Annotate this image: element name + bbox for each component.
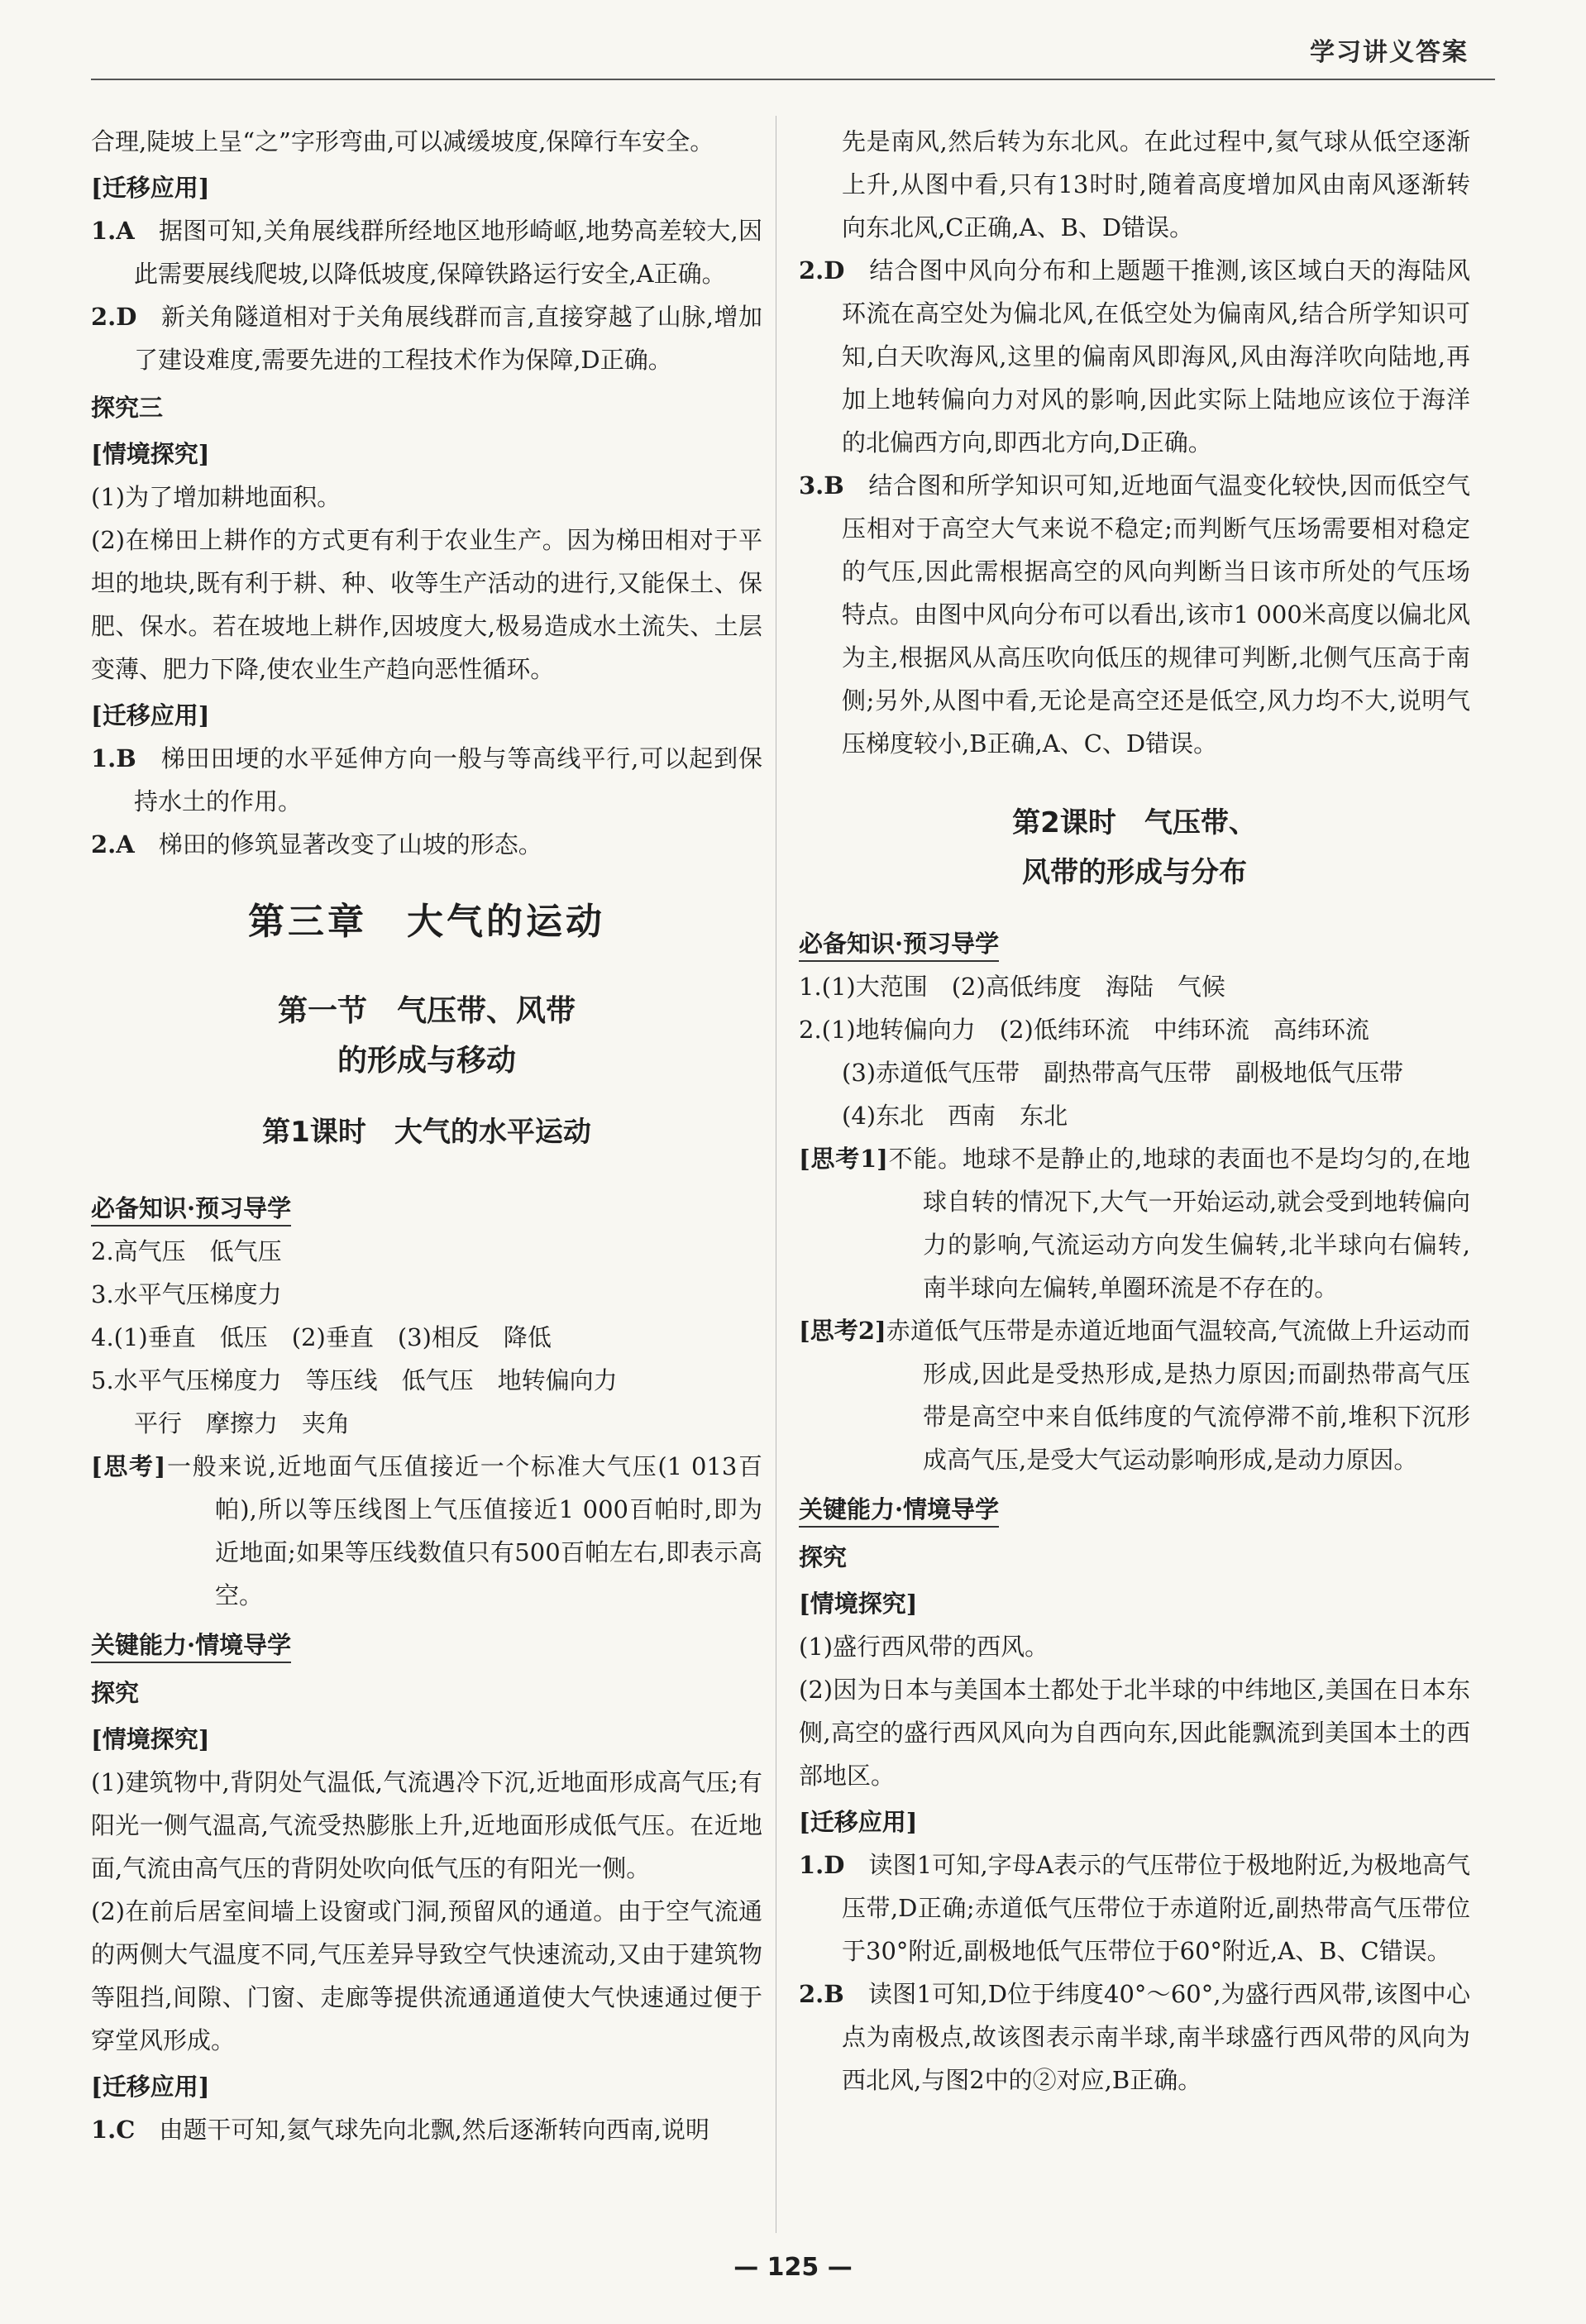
- continued-text: 平行 摩擦力 夹角: [134, 1409, 351, 1437]
- subsection-tag: [情境探究]: [799, 1590, 918, 1618]
- answer-item: [91, 737, 762, 823]
- answer-item: [91, 823, 762, 866]
- subsection-heading: 探究三: [91, 394, 164, 422]
- answer-label: 1.A: [91, 217, 135, 245]
- think-label: [思考]: [91, 1452, 166, 1480]
- answer-item: [91, 295, 762, 381]
- body-text: 5.水平气压梯度力 等压线 低气压 地转偏向力: [91, 1366, 618, 1394]
- continued-text: 先是南风,然后转为东北风。在此过程中,氦气球从低空逐渐上升,从图中看,只有13时时,随着高度增加风由南风逐渐转向东北风,C正确,A、B、D错误。: [842, 127, 1470, 241]
- answer-text: 读图1可知,D位于纬度40°～60°,为盛行西风带,该图中心点为南极点,故该图表示南半球,南半球盛行西风带的风向为西北风,与图2中的②对应,B正确。: [842, 1980, 1470, 2094]
- answer-label: 2.D: [799, 256, 845, 285]
- think-label: [思考2]: [799, 1317, 886, 1345]
- subsection-tag: [迁移应用]: [91, 2073, 210, 2101]
- answer-label: 1.C: [91, 2116, 136, 2144]
- continued-text: (4)东北 西南 东北: [842, 1102, 1068, 1130]
- think-text: 一般来说,近地面气压值接近一个标准大气压(1 013百帕),所以等压线图上气压值接近1 000百帕时,即为近地面;如果等压线数值只有500百帕左右,即表示高空。: [165, 1452, 762, 1609]
- section-marker: 关键能力·情境导学: [799, 1493, 999, 1528]
- think-text: 赤道低气压带是赤道近地面气温较高,气流做上升运动而形成,因此是受热形成,是热力原因;而副热带高气压带是高空中来自低纬度的气流停滞不前,堆积下沉形成高气压,是受大气运动影响形成,是动力原因。: [886, 1317, 1470, 1474]
- subsection-tag: [情境探究]: [91, 440, 210, 468]
- answer-text: 由题干可知,氦气球先向北飘,然后逐渐转向西南,说明: [159, 2116, 710, 2144]
- section-marker: 必备知识·预习导学: [799, 927, 999, 962]
- answer-label: 3.B: [799, 471, 844, 500]
- subsection-tag: [迁移应用]: [91, 174, 210, 202]
- answer-label: 1.D: [799, 1851, 845, 1879]
- page-header-title: 学习讲义答案: [1310, 38, 1469, 67]
- lesson-title-line: 第2课时 气压带、: [1012, 806, 1257, 839]
- answer-label: 2.D: [91, 303, 137, 331]
- subsection-tag: [情境探究]: [91, 1725, 210, 1753]
- chapter-title: 第三章 大气的运动: [248, 901, 605, 943]
- answer-text: 结合图和所学知识可知,近地面气温变化较快,因而低空气压相对于高空大气来说不稳定;而判断气压场需要相对稳定的气压,因此需根据高空的风向判断当日该市所处的气压场特点。由图中风向分布可以看出,该市1 000米高度以偏北风为主,根据风从高压吹向低压的规律可判断,北侧气压高于南侧;另外,从图中看,无论是高空还是低空,风力均不大,说明气压梯度较小,B正确,A、C、D错误。: [842, 471, 1470, 758]
- answer-item: [799, 1973, 1470, 2102]
- continued-text: (3)赤道低气压带 副热带高气压带 副极地低气压带: [842, 1059, 1404, 1087]
- think-note: [799, 1309, 1470, 1481]
- body-text: (2)在前后居室间墙上设窗或门洞,预留风的通道。由于空气流通的两侧大气温度不同,气压差异导致空气快速流动,又由于建筑物等阻挡,间隙、门窗、走廊等提供流通通道使大气快速通过便于穿堂风形成。: [91, 1897, 762, 2054]
- subsection-heading: 探究: [799, 1543, 848, 1571]
- section-title-line: 的形成与移动: [337, 1044, 516, 1078]
- answer-item: [91, 2108, 762, 2151]
- answer-text: 新关角隧道相对于关角展线群而言,直接穿越了山脉,增加了建设难度,需要先进的工程技术作为保障,D正确。: [134, 303, 762, 374]
- answer-text: 结合图中风向分布和上题题干推测,该区域白天的海陆风环流在高空处为偏北风,在低空处为偏南风,结合所学知识可知,白天吹海风,这里的偏南风即海风,风由海洋吹向陆地,再加上地转偏向力对风的影响,因此实际上陆地应该位于海洋的北偏西方向,即西北方向,D正确。: [842, 256, 1470, 457]
- section-marker-row: [799, 1481, 1470, 1531]
- answer-item: [799, 1843, 1470, 1973]
- body-text: 2.(1)地转偏向力 (2)低纬环流 中纬环流 高纬环流: [799, 1016, 1369, 1044]
- subsection-heading: 探究: [91, 1679, 140, 1707]
- section-marker: 必备知识·预习导学: [91, 1192, 291, 1227]
- body-text: 3.水平气压梯度力: [91, 1280, 282, 1308]
- lesson-title-line: 风带的形成与分布: [1022, 856, 1247, 889]
- answer-item: [799, 464, 1470, 765]
- body-text: 1.(1)大范围 (2)高低纬度 海陆 气候: [799, 973, 1225, 1001]
- body-text: (2)在梯田上耕作的方式更有利于农业生产。因为梯田相对于平坦的地块,既有利于耕、种、收等生产活动的进行,又能保土、保肥、保水。若在坡地上耕作,因坡度大,极易造成水土流失、土层变薄、肥力下降,使农业生产趋向恶性循环。: [91, 526, 762, 683]
- answer-text: 梯田田埂的水平延伸方向一般与等高线平行,可以起到保持水土的作用。: [134, 744, 762, 815]
- lesson-title: 第1课时 大气的水平运动: [262, 1116, 591, 1149]
- section-marker-row: [91, 1180, 762, 1230]
- right-column: [799, 120, 1470, 2102]
- body-text: (1)盛行西风带的西风。: [799, 1633, 1049, 1661]
- page-number: — 125 —: [733, 2253, 853, 2282]
- answer-item: [799, 249, 1470, 464]
- answer-label: 2.A: [91, 830, 135, 858]
- section-marker-row: [799, 916, 1470, 965]
- answer-text: 读图1可知,字母A表示的气压带位于极地附近,为极地高气压带,D正确;赤道低气压带位于赤道附近,副热带高气压带位于30°附近,副极地低气压带位于60°附近,A、B、C错误。: [842, 1851, 1470, 1965]
- think-text: 不能。地球不是静止的,地球的表面也不是均匀的,在地球自转的情况下,大气一开始运动,就会受到地转偏向力的影响,气流运动方向发生偏转,北半球向右偏转,南半球向左偏转,单圈环流是不存在的。: [887, 1145, 1470, 1302]
- think-note: [91, 1445, 762, 1617]
- subsection-tag: [迁移应用]: [91, 701, 210, 729]
- answer-label: 1.B: [91, 744, 136, 772]
- body-text: 2.高气压 低气压: [91, 1237, 282, 1265]
- body-text: (1)为了增加耕地面积。: [91, 483, 342, 511]
- section-marker: 关键能力·情境导学: [91, 1628, 291, 1663]
- answer-item: [91, 209, 762, 295]
- body-text: (2)因为日本与美国本土都处于北半球的中纬地区,美国在日本东侧,高空的盛行西风风向为自西向东,因此能飘流到美国本土的西部地区。: [799, 1676, 1470, 1790]
- header-rule: [91, 79, 1495, 80]
- answer-label: 2.B: [799, 1980, 844, 2008]
- subsection-tag: [迁移应用]: [799, 1808, 918, 1836]
- body-text: 合理,陡坡上呈“之”字形弯曲,可以减缓坡度,保障行车安全。: [91, 127, 714, 155]
- left-column: [91, 120, 762, 2151]
- section-title-line: 第一节 气压带、风带: [277, 994, 576, 1028]
- think-note: [799, 1137, 1470, 1309]
- answer-text: 据图可知,关角展线群所经地区地形崎岖,地势高差较大,因此需要展线爬坡,以降低坡度,保障铁路运行安全,A正确。: [134, 217, 762, 288]
- section-title: [91, 987, 762, 1086]
- body-text: 4.(1)垂直 低压 (2)垂直 (3)相反 降低: [91, 1323, 552, 1351]
- lesson-title: [799, 798, 1470, 897]
- body-text: (1)建筑物中,背阴处气温低,气流遇冷下沉,近地面形成高气压;有阳光一侧气温高,气流受热膨胀上升,近地面形成低气压。在近地面,气流由高气压的背阴处吹向低气压的有阳光一侧。: [91, 1768, 762, 1882]
- answer-text: 梯田的修筑显著改变了山坡的形态。: [158, 830, 542, 858]
- section-marker-row: [91, 1617, 762, 1666]
- think-label: [思考1]: [799, 1145, 888, 1173]
